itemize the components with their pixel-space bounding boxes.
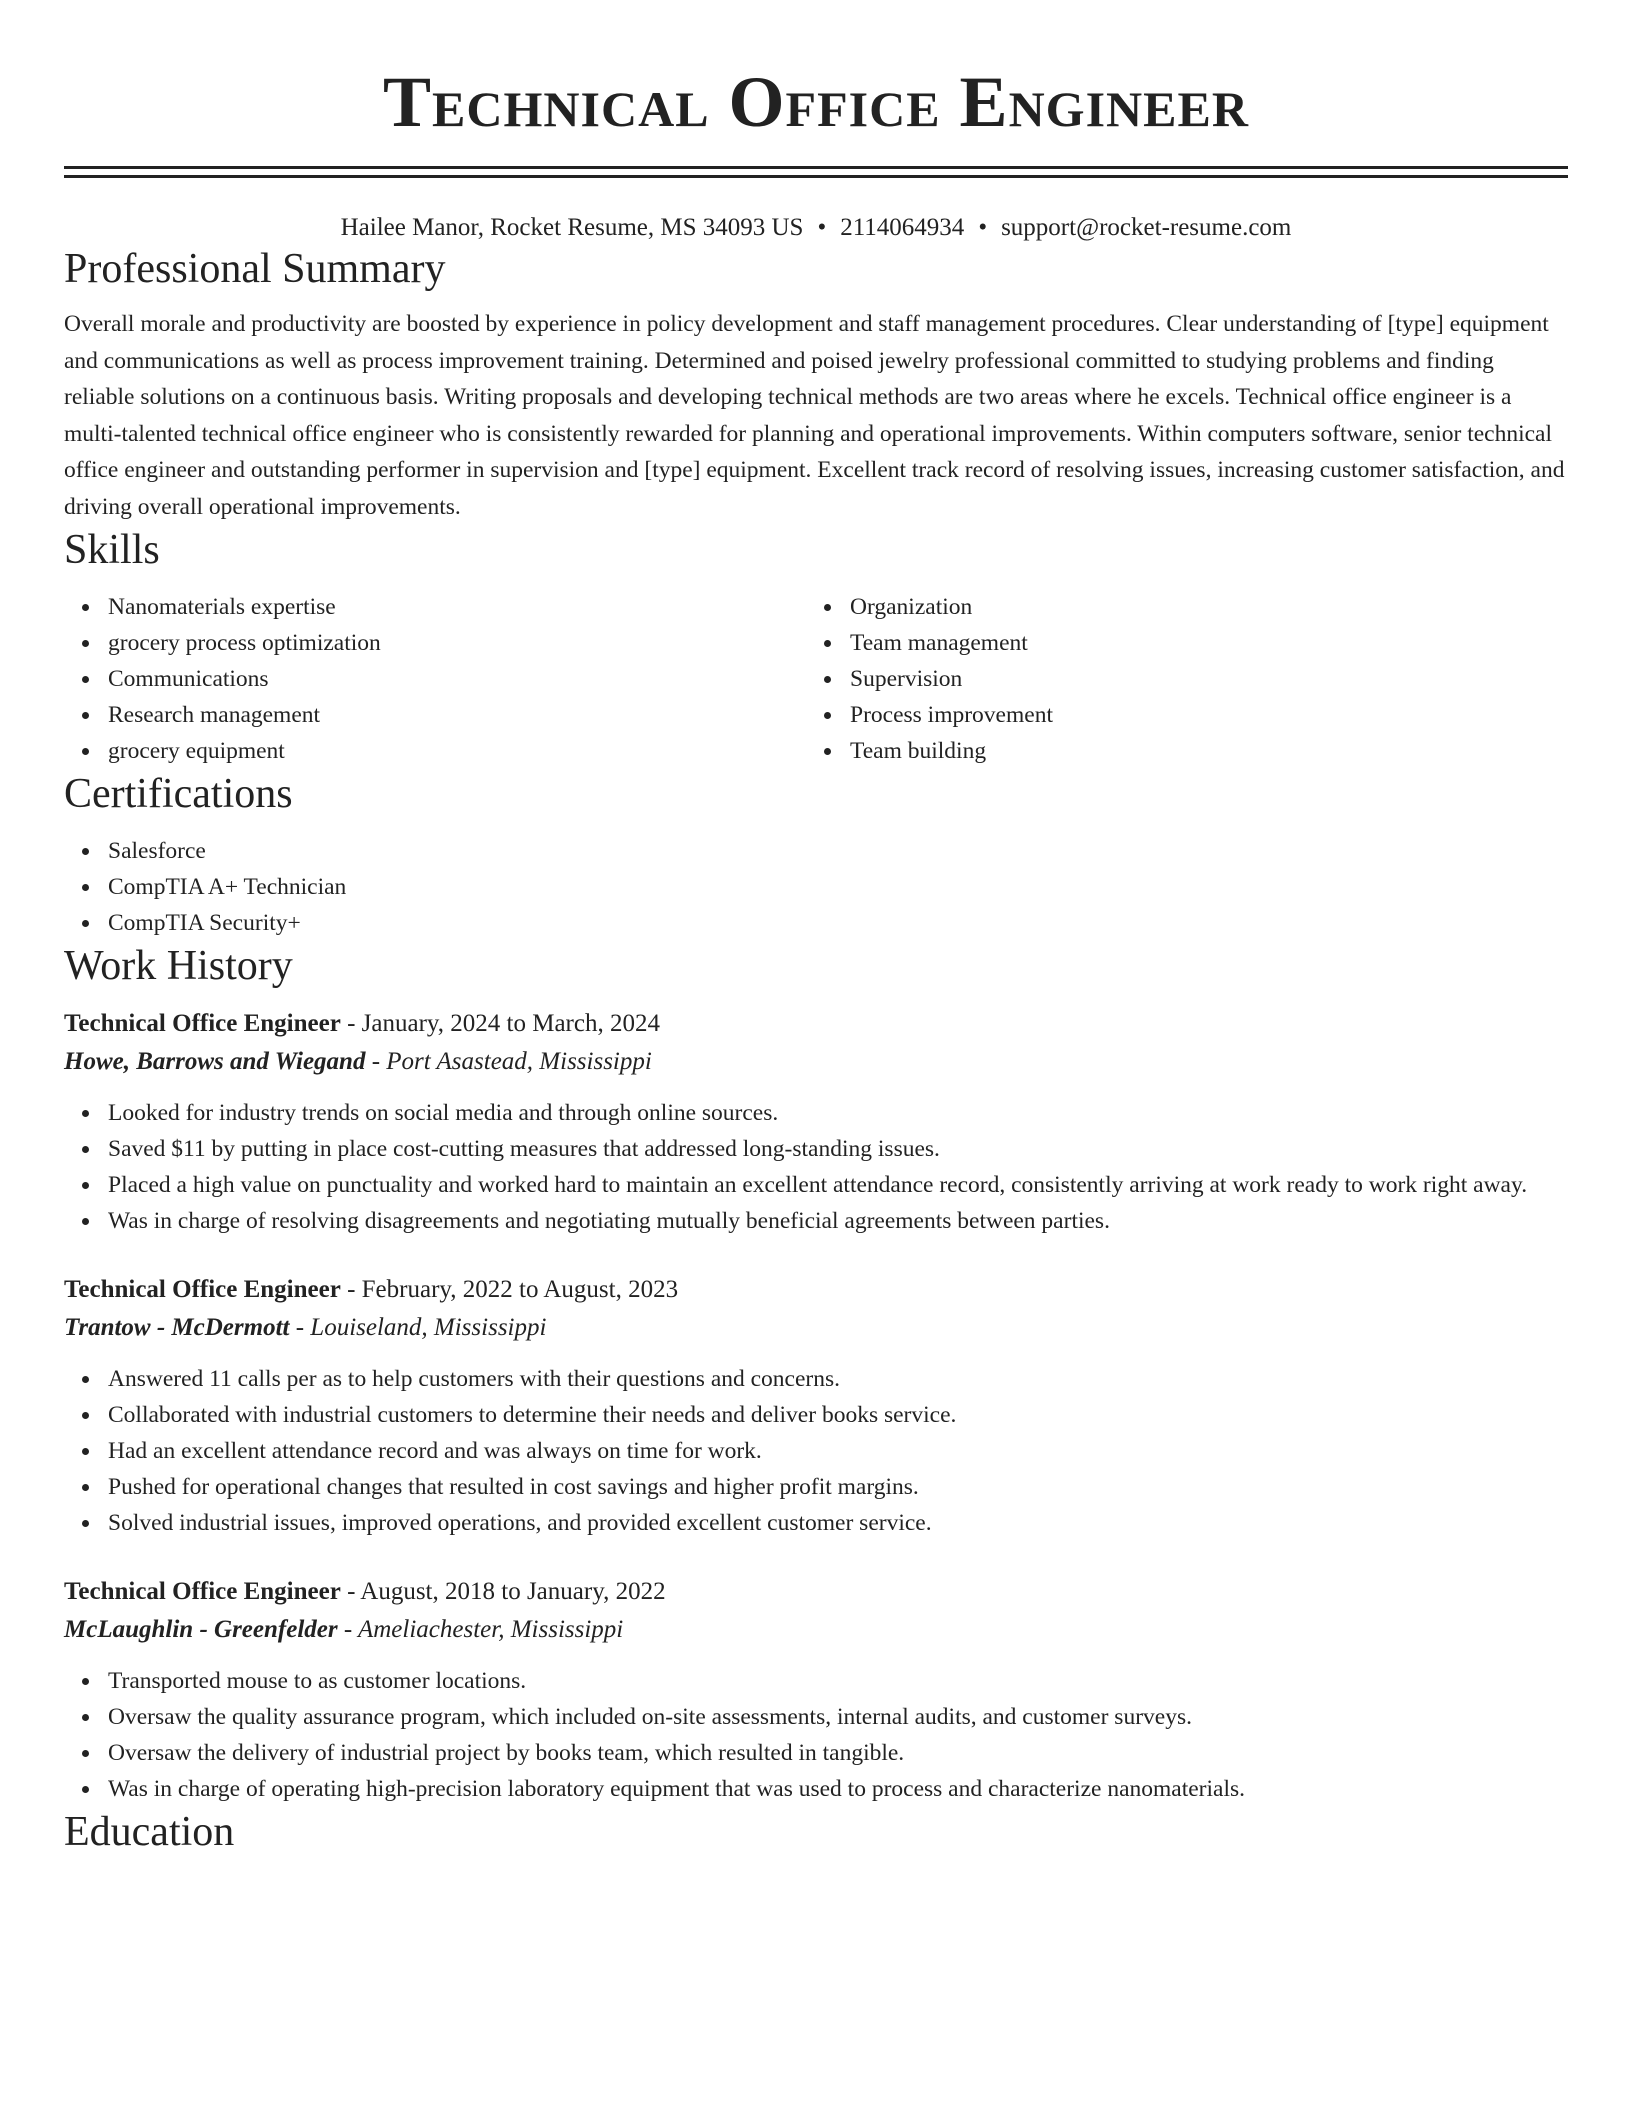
skills-columns [64, 589, 1568, 769]
certifications-list [64, 833, 1568, 941]
skill-item: Supervision [850, 661, 1548, 697]
skill-item: Organization [850, 589, 1548, 625]
job-duty: Was in charge of resolving disagreements and negotiating mutually beneficial agreements between parties. [108, 1203, 1568, 1239]
skills-column-left [64, 589, 806, 769]
certifications-heading: Certifications [64, 771, 293, 817]
employer-name: Howe, Barrows and Wiegand [64, 1048, 366, 1075]
job-dates: - January, 2024 to March, 2024 [340, 1010, 660, 1037]
job-duty: Looked for industry trends on social media and through online sources. [108, 1095, 1568, 1131]
certification-item: CompTIA Security+ [108, 905, 1568, 941]
job-duty: Had an excellent attendance record and was always on time for work. [108, 1433, 1568, 1469]
summary-heading: Professional Summary [64, 246, 446, 292]
job-location: - Port Asastead, Mississippi [365, 1048, 652, 1075]
job-title-line [64, 1573, 1568, 1611]
job-duties-list [64, 1663, 1568, 1807]
job-entry [64, 1573, 1568, 1807]
job-title-line [64, 1005, 1568, 1043]
employer-name: Trantow - McDermott [64, 1314, 290, 1341]
job-duty: Was in charge of operating high-precision laboratory equipment that was used to process and characterize nanomaterials. [108, 1771, 1568, 1807]
job-duty: Answered 11 calls per as to help customers with their questions and concerns. [108, 1361, 1568, 1397]
job-dates: - August, 2018 to January, 2022 [340, 1578, 666, 1605]
job-duties-list [64, 1095, 1568, 1239]
certification-item: Salesforce [108, 833, 1568, 869]
job-duty: Pushed for operational changes that resulted in cost savings and higher profit margins. [108, 1469, 1568, 1505]
skill-item: Research management [108, 697, 806, 733]
job-duties-list [64, 1361, 1568, 1541]
skill-item: Nanomaterials expertise [108, 589, 806, 625]
job-duty: Solved industrial issues, improved operations, and provided excellent customer service. [108, 1505, 1568, 1541]
job-title: Technical Office Engineer [64, 1578, 341, 1605]
header-divider-top [64, 166, 1568, 169]
contact-line [64, 212, 1568, 244]
resume-name: Technical Office Engineer [383, 62, 1249, 142]
contact-email[interactable]: support@rocket-resume.com [1001, 214, 1292, 241]
employer-line [64, 1611, 1568, 1649]
skill-item: Communications [108, 661, 806, 697]
contact-address: Hailee Manor, Rocket Resume, MS 34093 US [340, 214, 804, 241]
header-divider-bottom [64, 175, 1568, 178]
skills-list-right [806, 589, 1548, 769]
job-duty: Transported mouse to as customer locations. [108, 1663, 1568, 1699]
employer-line [64, 1309, 1568, 1347]
job-title: Technical Office Engineer [64, 1010, 341, 1037]
employer-line [64, 1043, 1568, 1081]
work-history-heading: Work History [64, 943, 293, 989]
contact-separator: • [817, 214, 827, 241]
job-title-line [64, 1271, 1568, 1309]
job-entry [64, 1005, 1568, 1239]
skills-list-left [64, 589, 806, 769]
job-duty: Placed a high value on punctuality and worked hard to maintain an excellent attendance record, consistently arriving at work ready to work right away. [108, 1167, 1568, 1203]
job-duty: Saved $11 by putting in place cost-cutting measures that addressed long-standing issues. [108, 1131, 1568, 1167]
job-duty: Oversaw the quality assurance program, which included on-site assessments, internal audits, and customer surveys. [108, 1699, 1568, 1735]
education-heading: Education [64, 1809, 235, 1855]
skill-item: grocery equipment [108, 733, 806, 769]
certification-item: CompTIA A+ Technician [108, 869, 1568, 905]
contact-phone: 2114064934 [840, 214, 965, 241]
job-entry [64, 1271, 1568, 1541]
job-duty: Collaborated with industrial customers to determine their needs and deliver books service. [108, 1397, 1568, 1433]
employer-name: McLaughlin - Greenfelder [64, 1616, 338, 1643]
job-title: Technical Office Engineer [64, 1276, 341, 1303]
skill-item: Team management [850, 625, 1548, 661]
skills-column-right [806, 589, 1548, 769]
skills-heading: Skills [64, 527, 160, 573]
job-duty: Oversaw the delivery of industrial project by books team, which resulted in tangible. [108, 1735, 1568, 1771]
summary-text: Overall morale and productivity are boosted by experience in policy development and staff management procedures. Clear understanding of [type] equipment and communications as well as process improvement training. Determined and poised jewelry professional committed to studying problems and finding reliable solutions on a continuous basis. Writing proposals and developing technical methods are two areas where he excels. Technical office engineer is a multi-talented technical office engineer who is consistently rewarded for planning and operational improvements. Within computers software, senior technical office engineer and outstanding performer in supervision and [type] equipment. Excellent track record of resolving issues, increasing customer satisfaction, and driving overall operational improvements. [64, 311, 1565, 520]
skill-item: Process improvement [850, 697, 1548, 733]
contact-separator: • [978, 214, 988, 241]
job-dates: - February, 2022 to August, 2023 [340, 1276, 679, 1303]
skill-item: Team building [850, 733, 1548, 769]
job-location: - Louiseland, Mississippi [289, 1314, 547, 1341]
job-location: - Ameliachester, Mississippi [337, 1616, 624, 1643]
skill-item: grocery process optimization [108, 625, 806, 661]
